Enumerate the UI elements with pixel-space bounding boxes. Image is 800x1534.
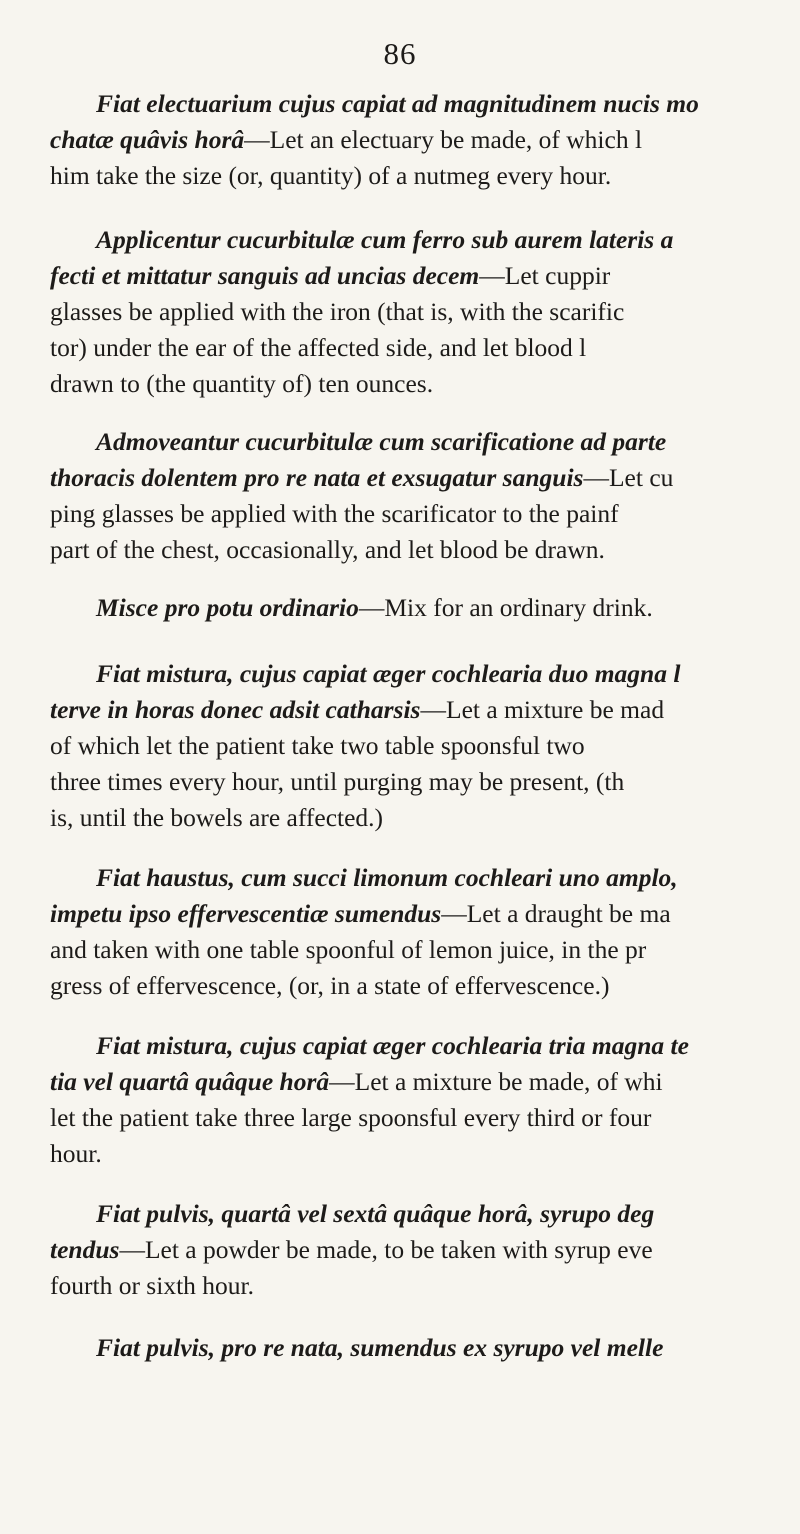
- latin-text: terve in horas donec adsit catharsis: [50, 695, 421, 724]
- entry-line: [50, 968, 800, 1004]
- entry-line: [50, 460, 800, 496]
- english-text: —Let an electuary be made, of which l: [244, 125, 643, 154]
- english-text: —Let cuppir: [479, 261, 611, 290]
- entry-line: [50, 896, 800, 932]
- latin-text: Fiat mistura, cujus capiat æger cochlearia tria magna te: [96, 1031, 689, 1060]
- english-text: let the patient take three large spoonsful every third or four: [50, 1103, 652, 1132]
- entry-line: [50, 330, 800, 366]
- english-text: —Mix for an ordinary drink.: [358, 593, 653, 622]
- english-text: —Let a draught be ma: [441, 899, 671, 928]
- english-text: of which let the patient take two table spoonsful two: [50, 731, 585, 760]
- latin-text: thoracis dolentem pro re nata et exsugatur sanguis: [50, 463, 584, 492]
- prescription-entry: [50, 590, 800, 626]
- english-text: hour.: [50, 1139, 102, 1168]
- english-text: tor) under the ear of the affected side, and let blood l: [50, 333, 587, 362]
- latin-text: tendus: [50, 1235, 120, 1264]
- entry-line: [50, 728, 800, 764]
- entry-line: [50, 158, 800, 194]
- entry-line: [50, 1232, 800, 1268]
- entry-line: [50, 692, 800, 728]
- entry-line: [50, 294, 800, 330]
- page-number: 86: [383, 36, 417, 71]
- latin-text: Applicentur cucurbitulæ cum ferro sub aurem lateris a: [96, 225, 674, 254]
- entry-line: [50, 932, 800, 968]
- english-text: fourth or sixth hour.: [50, 1271, 254, 1300]
- prescription-entry: [50, 424, 800, 568]
- latin-text: impetu ipso effervescentiæ sumendus: [50, 899, 442, 928]
- english-text: and taken with one table spoonful of lemon juice, in the pr: [50, 935, 647, 964]
- prescription-entry: [50, 1196, 800, 1304]
- entry-line: [50, 1268, 800, 1304]
- latin-text: Fiat mistura, cujus capiat æger cochlearia duo magna l: [96, 659, 681, 688]
- english-text: —Let cu: [583, 463, 674, 492]
- entry-line: [50, 1064, 800, 1100]
- entry-line: [50, 590, 800, 626]
- prescription-entry: [50, 222, 800, 402]
- latin-text: tia vel quartâ quâque horâ: [50, 1067, 330, 1096]
- english-text: ping glasses be applied with the scarificator to the painf: [50, 499, 619, 528]
- prescription-entry: [50, 860, 800, 1004]
- prescription-entry: [50, 656, 800, 836]
- prescription-entry: [50, 1330, 800, 1366]
- english-text: —Let a mixture be made, of whi: [329, 1067, 663, 1096]
- english-text: is, until the bowels are affected.): [50, 803, 384, 832]
- latin-text: fecti et mittatur sanguis ad uncias decem: [50, 261, 480, 290]
- entry-line: [50, 122, 800, 158]
- entry-line: [50, 764, 800, 800]
- latin-text: chatæ quâvis horâ: [50, 125, 245, 154]
- latin-text: Admoveantur cucurbitulæ cum scarificatione ad parte: [96, 427, 667, 456]
- latin-text: Fiat electuarium cujus capiat ad magnitudinem nucis mo: [96, 89, 699, 118]
- entry-line: [50, 222, 800, 258]
- english-text: drawn to (the quantity of) ten ounces.: [50, 369, 434, 398]
- entry-line: [50, 1136, 800, 1172]
- entry-line: [50, 1028, 800, 1064]
- english-text: —Let a mixture be mad: [420, 695, 665, 724]
- english-text: part of the chest, occasionally, and let blood be drawn.: [50, 535, 605, 564]
- entry-line: [50, 1330, 800, 1366]
- entry-line: [50, 1100, 800, 1136]
- entry-line: [50, 532, 800, 568]
- latin-text: Fiat pulvis, quartâ vel sextâ quâque horâ, syrupo deg: [96, 1199, 655, 1228]
- latin-text: Fiat haustus, cum succi limonum cochleari uno amplo,: [96, 863, 678, 892]
- english-text: gress of effervescence, (or, in a state of effervescence.): [50, 971, 610, 1000]
- entry-line: [50, 258, 800, 294]
- entry-line: [50, 366, 800, 402]
- english-text: three times every hour, until purging may be present, (th: [50, 767, 625, 796]
- latin-text: Fiat pulvis, pro re nata, sumendus ex syrupo vel melle: [96, 1333, 664, 1362]
- entry-line: [50, 86, 800, 122]
- entry-line: [50, 860, 800, 896]
- latin-text: Misce pro potu ordinario: [96, 593, 359, 622]
- prescription-entry: [50, 1028, 800, 1172]
- entry-line: [50, 424, 800, 460]
- english-text: glasses be applied with the iron (that is, with the scarific: [50, 297, 625, 326]
- entry-line: [50, 496, 800, 532]
- entry-line: [50, 800, 800, 836]
- entry-line: [50, 656, 800, 692]
- english-text: —Let a powder be made, to be taken with syrup eve: [119, 1235, 653, 1264]
- entry-line: [50, 1196, 800, 1232]
- english-text: him take the size (or, quantity) of a nutmeg every hour.: [50, 161, 612, 190]
- prescription-entry: [50, 86, 800, 194]
